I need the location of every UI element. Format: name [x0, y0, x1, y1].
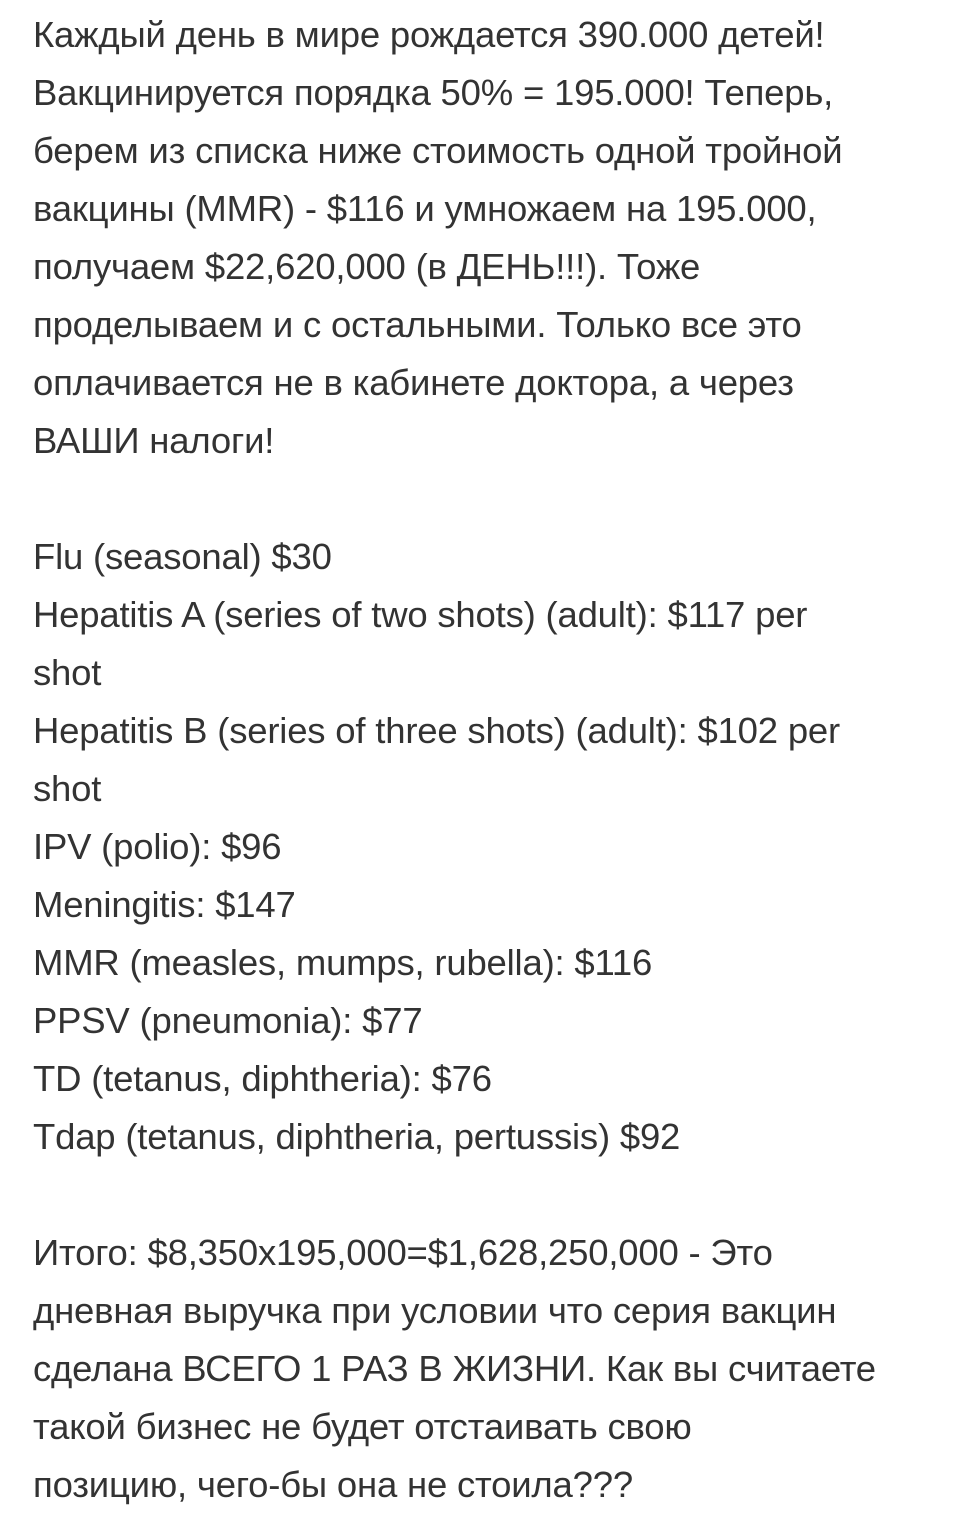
price-list-line: PPSV (pneumonia): $77: [33, 1000, 423, 1041]
paragraph-spacer: [33, 1166, 959, 1224]
price-list-line: Hepatitis A (series of two shots) (adult): $117 per: [33, 594, 808, 635]
price-list-line: MMR (measles, mumps, rubella): $116: [33, 942, 653, 983]
price-list-line: IPV (polio): $96: [33, 826, 282, 867]
text-line: позицию, чего-бы она не стоила???: [33, 1464, 633, 1505]
intro-paragraph: [33, 6, 959, 470]
text-line: сделана ВСЕГО 1 РАЗ В ЖИЗНИ. Как вы считаете: [33, 1348, 876, 1389]
text-line: вакцины (MMR) - $116 и умножаем на 195.000,: [33, 188, 817, 229]
text-line: берем из списка ниже стоимость одной тройной: [33, 130, 843, 171]
post-text: [33, 6, 959, 1514]
price-list-line: shot: [33, 768, 102, 809]
total-paragraph: [33, 1224, 959, 1514]
price-list-line: Tdap (tetanus, diphtheria, pertussis) $92: [33, 1116, 681, 1157]
text-line: проделываем и с остальными. Только все это: [33, 304, 802, 345]
text-line: оплачивается не в кабинете доктора, а через: [33, 362, 794, 403]
text-line: дневная выручка при условии что серия вакцин: [33, 1290, 837, 1331]
price-list-line: shot: [33, 652, 102, 693]
price-list-line: TD (tetanus, diphtheria): $76: [33, 1058, 492, 1099]
text-line: Итого: $8,350x195,000=$1,628,250,000 - Это: [33, 1232, 773, 1273]
text-line: Каждый день в мире рождается 390.000 детей!: [33, 14, 825, 55]
text-line: ВАШИ налоги!: [33, 420, 275, 461]
text-line: Вакцинируется порядка 50% = 195.000! Теперь,: [33, 72, 834, 113]
text-line: такой бизнес не будет отстаивать свою: [33, 1406, 692, 1447]
price-list-line: Meningitis: $147: [33, 884, 296, 925]
price-list-line: Hepatitis B (series of three shots) (adult): $102 per: [33, 710, 840, 751]
vaccine-price-list: [33, 528, 959, 1166]
text-line: получаем $22,620,000 (в ДЕНЬ!!!). Тоже: [33, 246, 701, 287]
price-list-line: Flu (seasonal) $30: [33, 536, 332, 577]
paragraph-spacer: [33, 470, 959, 528]
